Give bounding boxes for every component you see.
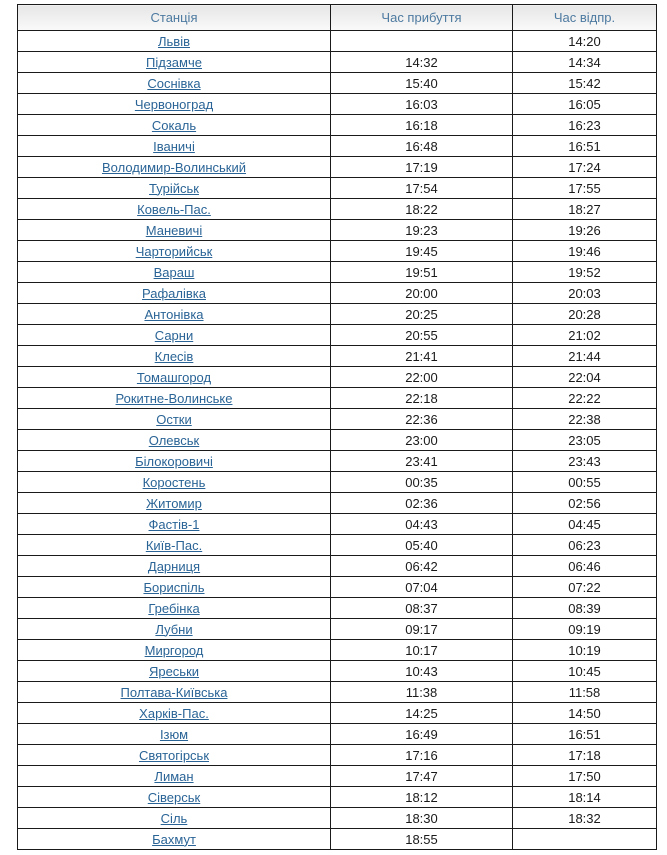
station-cell	[18, 766, 331, 787]
station-cell	[18, 367, 331, 388]
station-link[interactable]: Соснівка	[147, 75, 201, 91]
departure-time-cell: 17:24	[513, 157, 657, 178]
header-row	[18, 5, 657, 31]
station-cell	[18, 409, 331, 430]
departure-time-cell: 10:45	[513, 661, 657, 682]
station-cell	[18, 388, 331, 409]
arrival-time-cell: 00:35	[331, 472, 513, 493]
arrival-time-cell: 10:17	[331, 640, 513, 661]
station-link[interactable]: Іваничі	[153, 138, 195, 154]
arrival-time-cell: 18:30	[331, 808, 513, 829]
station-cell	[18, 493, 331, 514]
arrival-time-cell: 15:40	[331, 73, 513, 94]
station-link[interactable]: Клесів	[154, 348, 194, 364]
station-link[interactable]: Бориспіль	[143, 579, 205, 595]
station-cell	[18, 157, 331, 178]
departure-time-cell: 16:23	[513, 115, 657, 136]
arrival-time-cell: 10:43	[331, 661, 513, 682]
station-link[interactable]: Житомир	[146, 495, 202, 511]
station-link[interactable]: Фастів-1	[148, 516, 200, 532]
departure-time-cell: 16:51	[513, 724, 657, 745]
station-link[interactable]: Ізюм	[159, 726, 189, 742]
station-cell	[18, 241, 331, 262]
arrival-time-cell: 06:42	[331, 556, 513, 577]
station-cell	[18, 556, 331, 577]
arrival-time-cell: 17:54	[331, 178, 513, 199]
arrival-time-cell: 08:37	[331, 598, 513, 619]
station-cell	[18, 304, 331, 325]
station-cell	[18, 514, 331, 535]
departure-time-cell: 19:26	[513, 220, 657, 241]
table-row	[18, 73, 657, 94]
arrival-time-cell: 16:48	[331, 136, 513, 157]
arrival-time-cell: 17:19	[331, 157, 513, 178]
station-cell	[18, 472, 331, 493]
table-row	[18, 514, 657, 535]
table-row	[18, 703, 657, 724]
station-cell	[18, 220, 331, 241]
station-link[interactable]: Святогірськ	[138, 747, 210, 763]
station-cell	[18, 199, 331, 220]
table-row	[18, 346, 657, 367]
departure-time-cell: 02:56	[513, 493, 657, 514]
table-row	[18, 766, 657, 787]
column-header-arrival: Час прибуття	[331, 5, 513, 31]
departure-time-cell: 09:19	[513, 619, 657, 640]
table-row	[18, 430, 657, 451]
station-link[interactable]: Лиман	[154, 768, 194, 784]
departure-time-cell: 04:45	[513, 514, 657, 535]
station-cell	[18, 325, 331, 346]
station-link[interactable]: Дарниця	[147, 558, 201, 574]
arrival-time-cell: 17:47	[331, 766, 513, 787]
departure-time-cell: 15:42	[513, 73, 657, 94]
table-row	[18, 178, 657, 199]
table-row	[18, 388, 657, 409]
arrival-time-cell: 05:40	[331, 535, 513, 556]
table-row	[18, 787, 657, 808]
departure-time-cell: 14:34	[513, 52, 657, 73]
station-link[interactable]: Сіль	[160, 810, 188, 826]
station-link[interactable]: Яреськи	[148, 663, 200, 679]
station-link[interactable]: Коростень	[142, 474, 206, 490]
arrival-time-cell: 23:41	[331, 451, 513, 472]
departure-time-cell: 14:20	[513, 31, 657, 52]
station-link[interactable]: Володимир-Волинський	[101, 159, 247, 175]
station-cell	[18, 808, 331, 829]
departure-time-cell: 10:19	[513, 640, 657, 661]
table-row	[18, 598, 657, 619]
departure-time-cell: 17:55	[513, 178, 657, 199]
station-cell	[18, 262, 331, 283]
table-row	[18, 661, 657, 682]
arrival-time-cell: 09:17	[331, 619, 513, 640]
departure-time-cell: 23:43	[513, 451, 657, 472]
station-cell	[18, 94, 331, 115]
arrival-time-cell: 16:49	[331, 724, 513, 745]
timetable-body	[18, 31, 657, 850]
station-cell	[18, 787, 331, 808]
table-row	[18, 808, 657, 829]
table-row	[18, 556, 657, 577]
arrival-time-cell: 23:00	[331, 430, 513, 451]
departure-time-cell: 19:46	[513, 241, 657, 262]
station-link[interactable]: Підзамче	[146, 54, 202, 70]
station-cell	[18, 430, 331, 451]
table-row	[18, 472, 657, 493]
arrival-time-cell: 21:41	[331, 346, 513, 367]
departure-time-cell: 14:50	[513, 703, 657, 724]
station-link[interactable]: Сарни	[154, 327, 194, 343]
station-cell	[18, 136, 331, 157]
table-row	[18, 157, 657, 178]
station-link[interactable]: Лубни	[155, 621, 193, 637]
arrival-time-cell: 19:51	[331, 262, 513, 283]
arrival-time-cell: 14:25	[331, 703, 513, 724]
table-row	[18, 136, 657, 157]
departure-time-cell: 08:39	[513, 598, 657, 619]
station-link[interactable]: Маневичі	[145, 222, 203, 238]
station-cell	[18, 115, 331, 136]
station-cell	[18, 703, 331, 724]
arrival-time-cell: 04:43	[331, 514, 513, 535]
arrival-time-cell: 19:45	[331, 241, 513, 262]
table-row	[18, 745, 657, 766]
departure-time-cell: 20:03	[513, 283, 657, 304]
arrival-time-cell: 20:55	[331, 325, 513, 346]
arrival-time-cell: 16:03	[331, 94, 513, 115]
departure-time-cell: 18:27	[513, 199, 657, 220]
station-cell	[18, 745, 331, 766]
arrival-time-cell: 11:38	[331, 682, 513, 703]
table-row	[18, 682, 657, 703]
station-cell	[18, 535, 331, 556]
departure-time-cell: 16:05	[513, 94, 657, 115]
station-link[interactable]: Білокоровичі	[135, 453, 213, 469]
station-cell	[18, 451, 331, 472]
station-cell	[18, 682, 331, 703]
departure-time-cell	[513, 829, 657, 850]
station-link[interactable]: Вараш	[153, 264, 195, 280]
station-link[interactable]: Сіверськ	[147, 789, 201, 805]
departure-time-cell: 21:02	[513, 325, 657, 346]
station-cell	[18, 640, 331, 661]
table-row	[18, 535, 657, 556]
station-cell	[18, 31, 331, 52]
table-row	[18, 31, 657, 52]
table-row	[18, 829, 657, 850]
table-row	[18, 304, 657, 325]
station-cell	[18, 577, 331, 598]
station-link[interactable]: Остки	[156, 411, 192, 427]
arrival-time-cell: 22:18	[331, 388, 513, 409]
station-link[interactable]: Харків-Пас.	[139, 705, 209, 721]
departure-time-cell: 23:05	[513, 430, 657, 451]
station-cell	[18, 829, 331, 850]
departure-time-cell: 11:58	[513, 682, 657, 703]
arrival-time-cell: 17:16	[331, 745, 513, 766]
column-header-departure: Час відпр.	[513, 5, 657, 31]
table-row	[18, 409, 657, 430]
station-link[interactable]: Гребінка	[148, 600, 200, 616]
station-link[interactable]: Сокаль	[151, 117, 197, 133]
departure-time-cell: 22:04	[513, 367, 657, 388]
train-timetable	[17, 4, 657, 850]
arrival-time-cell	[331, 31, 513, 52]
departure-time-cell: 22:38	[513, 409, 657, 430]
departure-time-cell: 06:23	[513, 535, 657, 556]
departure-time-cell: 21:44	[513, 346, 657, 367]
table-row	[18, 115, 657, 136]
column-header-station: Станція	[18, 5, 331, 31]
departure-time-cell: 18:32	[513, 808, 657, 829]
station-link[interactable]: Рокитне-Волинське	[115, 390, 233, 406]
station-link[interactable]: Львів	[157, 33, 190, 49]
table-row	[18, 94, 657, 115]
arrival-time-cell: 20:00	[331, 283, 513, 304]
table-row	[18, 577, 657, 598]
station-cell	[18, 178, 331, 199]
departure-time-cell: 20:28	[513, 304, 657, 325]
arrival-time-cell: 18:22	[331, 199, 513, 220]
table-row	[18, 367, 657, 388]
departure-time-cell: 18:14	[513, 787, 657, 808]
arrival-time-cell: 20:25	[331, 304, 513, 325]
departure-time-cell: 00:55	[513, 472, 657, 493]
station-link[interactable]: Червоноград	[134, 96, 214, 112]
timetable-head	[18, 5, 657, 31]
station-link[interactable]: Антонівка	[144, 306, 204, 322]
station-cell	[18, 661, 331, 682]
arrival-time-cell: 07:04	[331, 577, 513, 598]
station-link[interactable]: Рафалівка	[142, 285, 206, 301]
arrival-time-cell: 19:23	[331, 220, 513, 241]
station-cell	[18, 346, 331, 367]
table-row	[18, 220, 657, 241]
table-row	[18, 325, 657, 346]
table-row	[18, 52, 657, 73]
station-link[interactable]: Томашгород	[136, 369, 212, 385]
table-row	[18, 451, 657, 472]
arrival-time-cell: 14:32	[331, 52, 513, 73]
station-cell	[18, 619, 331, 640]
departure-time-cell: 07:22	[513, 577, 657, 598]
arrival-time-cell: 02:36	[331, 493, 513, 514]
arrival-time-cell: 18:12	[331, 787, 513, 808]
table-row	[18, 241, 657, 262]
table-row	[18, 283, 657, 304]
arrival-time-cell: 18:55	[331, 829, 513, 850]
table-row	[18, 619, 657, 640]
station-link[interactable]: Чарторийськ	[135, 243, 213, 259]
station-link[interactable]: Ковель-Пас.	[137, 201, 211, 217]
departure-time-cell: 22:22	[513, 388, 657, 409]
station-link[interactable]: Турійськ	[149, 180, 199, 196]
departure-time-cell: 17:18	[513, 745, 657, 766]
table-row	[18, 640, 657, 661]
table-row	[18, 493, 657, 514]
station-link[interactable]: Олевськ	[148, 432, 200, 448]
departure-time-cell: 17:50	[513, 766, 657, 787]
table-row	[18, 199, 657, 220]
station-link[interactable]: Київ-Пас.	[145, 537, 203, 553]
station-cell	[18, 598, 331, 619]
station-cell	[18, 724, 331, 745]
departure-time-cell: 06:46	[513, 556, 657, 577]
station-link[interactable]: Полтава-Київська	[120, 684, 228, 700]
station-cell	[18, 73, 331, 94]
station-cell	[18, 283, 331, 304]
arrival-time-cell: 22:00	[331, 367, 513, 388]
arrival-time-cell: 16:18	[331, 115, 513, 136]
station-link[interactable]: Миргород	[144, 642, 204, 658]
departure-time-cell: 16:51	[513, 136, 657, 157]
station-cell	[18, 52, 331, 73]
arrival-time-cell: 22:36	[331, 409, 513, 430]
table-row	[18, 262, 657, 283]
table-row	[18, 724, 657, 745]
departure-time-cell: 19:52	[513, 262, 657, 283]
station-link[interactable]: Бахмут	[152, 831, 196, 847]
